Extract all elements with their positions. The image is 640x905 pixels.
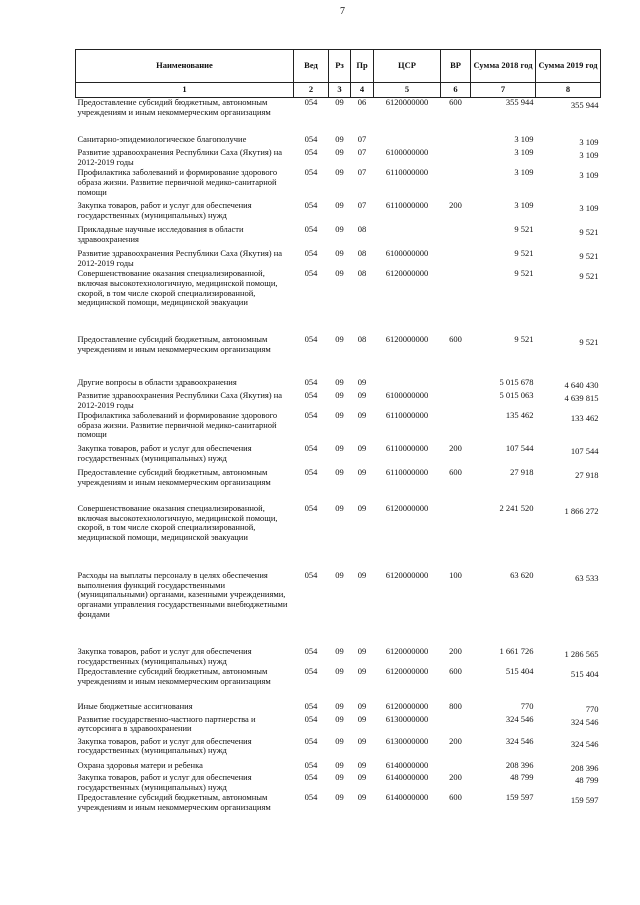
row-pr: 08 <box>357 224 367 235</box>
row-ved: 054 <box>304 96 318 107</box>
row-pr: 09 <box>357 409 367 420</box>
row-pr: 09 <box>357 792 367 803</box>
column-number: 7 <box>471 83 536 98</box>
table-row <box>76 378 601 391</box>
row-vr <box>441 411 471 444</box>
row-pr: 06 <box>357 96 367 107</box>
row-rz: 09 <box>335 502 344 513</box>
row-pr: 09 <box>357 466 367 477</box>
row-vr <box>441 504 471 571</box>
row-sum-2018: 63 620 <box>510 569 534 580</box>
row-ved: 054 <box>304 735 318 746</box>
table-row <box>76 335 601 378</box>
row-name: Закупка товаров, работ и услуг для обеспечения государственных (муниципальных) нужд <box>77 772 252 793</box>
row-name: Развитие здравоохранения Республики Саха (Якутия) на 2012-2019 годы <box>77 389 283 410</box>
row-pr: 07 <box>357 200 367 211</box>
table-header-row <box>76 50 601 83</box>
row-sum-2018: 27 918 <box>510 466 534 477</box>
row-csr: 6110000000 <box>385 466 429 477</box>
row-ved: 054 <box>304 700 318 711</box>
row-csr: 6120000000 <box>385 268 429 279</box>
table-row <box>76 715 601 737</box>
row-ved: 054 <box>304 248 318 259</box>
row-name: Охрана здоровья матери и ребенка <box>77 759 203 770</box>
row-sum-2018: 5 015 063 <box>499 389 534 400</box>
row-sum-2019: 4 639 815 <box>564 392 599 403</box>
row-sum-2019: 3 109 <box>579 137 599 148</box>
row-ved: 054 <box>304 442 318 453</box>
row-name: Прикладные научные исследования в области здравоохранения <box>77 224 244 244</box>
row-name: Расходы на выплаты персоналу в целях обеспечения выполнения функций государственными (муниципальными) органами, казенными учреждениями, органами управления государственными внебюджетными фондами <box>77 569 288 619</box>
table-row <box>76 201 601 225</box>
row-name: Закупка товаров, работ и услуг для обеспечения государственных (муниципальных) нужд <box>77 735 252 756</box>
row-sum-2018: 324 546 <box>505 713 534 724</box>
row-sum-2019: 324 546 <box>570 738 599 749</box>
row-name: Санитарно-эпидемиологическое благополучие <box>77 134 247 145</box>
row-pr: 09 <box>357 389 367 400</box>
row-vr: 200 <box>449 772 462 783</box>
row-sum-2019: 159 597 <box>570 795 599 806</box>
row-ved: 054 <box>304 134 318 145</box>
row-sum-2018: 9 521 <box>514 224 534 235</box>
row-name: Другие вопросы в области здравоохранения <box>77 377 237 388</box>
row-sum-2018: 3 109 <box>514 134 534 145</box>
row-sum-2018: 9 521 <box>514 268 534 279</box>
row-sum-2018: 3 109 <box>514 200 534 211</box>
row-sum-2019: 324 546 <box>570 716 599 727</box>
row-vr <box>441 148 471 168</box>
row-vr: 200 <box>449 442 462 453</box>
column-number: 1 <box>76 83 294 98</box>
row-csr: 6130000000 <box>385 735 429 746</box>
row-pr: 09 <box>357 713 367 724</box>
row-csr: 6110000000 <box>385 442 429 453</box>
row-sum-2018: 208 396 <box>505 759 534 770</box>
row-sum-2019: 63 533 <box>575 572 599 583</box>
row-sum-2019: 107 544 <box>570 445 599 456</box>
row-sum-2019: 1 286 565 <box>564 648 599 659</box>
row-sum-2019: 48 799 <box>575 775 599 786</box>
page-number: 7 <box>340 6 345 17</box>
row-ved: 054 <box>304 268 318 279</box>
row-ved: 054 <box>304 645 318 656</box>
header-sum-2018: Сумма 2018 год <box>471 50 536 83</box>
table-row <box>76 702 601 715</box>
row-csr: 6120000000 <box>385 502 429 513</box>
header-rz: Рз <box>329 50 351 83</box>
row-sum-2019: 9 521 <box>579 271 599 282</box>
table-row <box>76 667 601 702</box>
row-ved: 054 <box>304 200 318 211</box>
row-rz: 09 <box>335 665 344 676</box>
row-ved: 054 <box>304 569 318 580</box>
row-ved: 054 <box>304 334 318 345</box>
row-vr: 600 <box>449 792 462 803</box>
column-number: 8 <box>536 83 601 98</box>
row-rz: 09 <box>335 569 344 580</box>
row-sum-2019: 4 640 430 <box>564 380 599 391</box>
row-csr: 6110000000 <box>385 200 429 211</box>
row-name: Предоставление субсидий бюджетным, автономным учреждениям и иным некоммерческим организациям <box>77 466 271 487</box>
row-name: Совершенствование оказания специализированной, включая высокотехнологичную, медицинской помощи, скорой, в том числе скорой специализированной, медицинской помощи, медицинской эвакуации <box>77 268 278 308</box>
row-sum-2018: 9 521 <box>514 248 534 259</box>
row-ved: 054 <box>304 389 318 400</box>
row-pr: 07 <box>357 134 367 145</box>
row-vr: 800 <box>449 700 462 711</box>
row-rz: 09 <box>335 792 344 803</box>
row-name: Закупка товаров, работ и услуг для обеспечения государственных (муниципальных) нужд <box>77 442 252 463</box>
row-vr: 600 <box>449 96 462 107</box>
row-rz: 09 <box>335 389 344 400</box>
row-pr: 08 <box>357 334 367 345</box>
row-vr: 100 <box>449 569 462 580</box>
row-rz: 09 <box>335 147 344 158</box>
row-sum-2019: 515 404 <box>570 668 599 679</box>
row-rz: 09 <box>335 442 344 453</box>
row-sum-2018: 159 597 <box>505 792 534 803</box>
row-name: Развитие здравоохранения Республики Саха (Якутия) на 2012-2019 годы <box>77 248 283 268</box>
row-sum-2018: 770 <box>520 700 534 711</box>
row-sum-2018: 48 799 <box>510 772 534 783</box>
header-vr: ВР <box>441 50 471 83</box>
row-pr: 09 <box>357 645 367 656</box>
header-csr: ЦСР <box>374 50 441 83</box>
row-csr: 6120000000 <box>385 569 429 580</box>
row-ved: 054 <box>304 665 318 676</box>
row-rz: 09 <box>335 200 344 211</box>
row-sum-2018: 3 109 <box>514 147 534 158</box>
row-csr: 6130000000 <box>385 713 429 724</box>
row-name: Закупка товаров, работ и услуг для обеспечения государственных (муниципальных) нужд <box>77 200 252 220</box>
row-vr: 200 <box>449 645 462 656</box>
row-rz: 09 <box>335 96 344 107</box>
row-pr: 09 <box>357 700 367 711</box>
row-vr <box>441 249 471 269</box>
row-pr: 09 <box>357 569 367 580</box>
row-sum-2018: 5 015 678 <box>499 377 534 388</box>
row-sum-2019: 3 109 <box>579 150 599 161</box>
row-sum-2018: 9 521 <box>514 334 534 345</box>
row-rz: 09 <box>335 409 344 420</box>
table-row <box>76 468 601 504</box>
row-vr <box>441 225 471 249</box>
row-ved: 054 <box>304 466 318 477</box>
header-pr: Пр <box>351 50 374 83</box>
row-sum-2018: 3 109 <box>514 167 534 178</box>
row-ved: 054 <box>304 167 318 178</box>
row-sum-2018: 135 462 <box>505 409 534 420</box>
row-name: Профилактика заболеваний и формирование здорового образа жизни. Развитие первичной медико-санитарной помощи <box>77 167 278 197</box>
table-row <box>76 168 601 201</box>
row-vr <box>441 269 471 335</box>
row-rz: 09 <box>335 772 344 783</box>
table-row <box>76 391 601 411</box>
row-pr: 07 <box>357 167 367 178</box>
column-number: 3 <box>329 83 351 98</box>
row-ved: 054 <box>304 409 318 420</box>
row-pr: 09 <box>357 735 367 746</box>
table-body <box>76 97 601 817</box>
row-name: Предоставление субсидий бюджетным, автономным учреждениям и иным некоммерческим организациям <box>77 96 271 117</box>
row-ved: 054 <box>304 772 318 783</box>
row-sum-2019: 208 396 <box>570 762 599 773</box>
row-pr: 08 <box>357 248 367 259</box>
row-ved: 054 <box>304 224 318 235</box>
row-pr: 07 <box>357 147 367 158</box>
table-row <box>76 647 601 667</box>
row-name: Закупка товаров, работ и услуг для обеспечения государственных (муниципальных) нужд <box>77 645 252 666</box>
header-ved: Вед <box>294 50 329 83</box>
row-rz: 09 <box>335 334 344 345</box>
table-row <box>76 249 601 269</box>
table-row <box>76 773 601 793</box>
row-rz: 09 <box>335 248 344 259</box>
row-name: Предоставление субсидий бюджетным, автономным учреждениям и иным некоммерческим организациям <box>77 792 271 813</box>
row-pr: 09 <box>357 665 367 676</box>
row-csr: 6120000000 <box>385 645 429 656</box>
row-ved: 054 <box>304 792 318 803</box>
row-rz: 09 <box>335 466 344 477</box>
header-sum-2019: Сумма 2019 год <box>536 50 601 83</box>
table-row <box>76 571 601 647</box>
row-vr <box>441 715 471 737</box>
row-ved: 054 <box>304 759 318 770</box>
row-csr <box>374 225 441 249</box>
row-name: Иные бюджетные ассигнования <box>77 700 193 711</box>
row-ved: 054 <box>304 502 318 513</box>
row-ved: 054 <box>304 147 318 158</box>
row-rz: 09 <box>335 167 344 178</box>
row-rz: 09 <box>335 645 344 656</box>
row-sum-2019: 9 521 <box>579 337 599 348</box>
row-vr <box>441 378 471 391</box>
row-sum-2018: 2 241 520 <box>499 502 534 513</box>
row-name: Развитие государственно-частного партнерства и аутсорсинга в здравоохранении <box>77 713 256 734</box>
row-sum-2018: 1 661 726 <box>499 645 534 656</box>
row-vr: 600 <box>449 466 462 477</box>
row-rz: 09 <box>335 134 344 145</box>
row-rz: 09 <box>335 713 344 724</box>
row-csr: 6120000000 <box>385 334 429 345</box>
row-sum-2018: 324 546 <box>505 735 534 746</box>
row-sum-2018: 515 404 <box>505 665 534 676</box>
column-number: 2 <box>294 83 329 98</box>
table-row <box>76 225 601 249</box>
row-csr: 6140000000 <box>385 792 429 803</box>
table-row <box>76 504 601 571</box>
column-number: 4 <box>351 83 374 98</box>
row-sum-2019: 770 <box>585 703 599 714</box>
row-pr: 09 <box>357 377 367 388</box>
table-row <box>76 444 601 468</box>
row-vr: 200 <box>449 735 462 746</box>
row-sum-2019: 9 521 <box>579 251 599 262</box>
table-row <box>76 737 601 761</box>
column-number: 6 <box>441 83 471 98</box>
row-rz: 09 <box>335 700 344 711</box>
row-csr: 6100000000 <box>385 389 429 400</box>
row-rz: 09 <box>335 377 344 388</box>
row-pr: 08 <box>357 268 367 279</box>
row-csr: 6100000000 <box>385 147 429 158</box>
row-csr: 6140000000 <box>385 772 429 783</box>
row-name: Развитие здравоохранения Республики Саха (Якутия) на 2012-2019 годы <box>77 147 283 167</box>
row-name: Совершенствование оказания специализированной, включая высокотехнологичную, медицинской помощи, скорой, в том числе скорой специализированной, медицинской помощи, медицинской эвакуации <box>77 502 278 543</box>
column-number: 5 <box>374 83 441 98</box>
table-row <box>76 97 601 135</box>
row-sum-2019: 1 866 272 <box>564 505 599 516</box>
row-rz: 09 <box>335 224 344 235</box>
row-csr: 6120000000 <box>385 96 429 107</box>
row-name: Предоставление субсидий бюджетным, автономным учреждениям и иным некоммерческим организациям <box>77 665 271 686</box>
row-vr: 200 <box>449 200 462 211</box>
row-vr <box>441 168 471 201</box>
row-vr: 600 <box>449 665 462 676</box>
table-row <box>76 793 601 817</box>
row-csr: 6140000000 <box>385 759 429 770</box>
row-sum-2019: 9 521 <box>579 227 599 238</box>
row-pr: 09 <box>357 502 367 513</box>
table-row <box>76 411 601 444</box>
row-name: Профилактика заболеваний и формирование здорового образа жизни. Развитие первичной медико-санитарной помощи <box>77 409 278 440</box>
row-pr: 09 <box>357 759 367 770</box>
row-ved: 054 <box>304 713 318 724</box>
column-number-row <box>76 83 601 98</box>
row-rz: 09 <box>335 735 344 746</box>
table-row <box>76 269 601 335</box>
row-csr: 6110000000 <box>385 167 429 178</box>
row-sum-2019: 3 109 <box>579 170 599 181</box>
row-csr: 6110000000 <box>385 409 429 420</box>
row-csr: 6120000000 <box>385 700 429 711</box>
row-sum-2019: 355 944 <box>570 99 599 110</box>
row-sum-2018: 355 944 <box>505 96 534 107</box>
row-rz: 09 <box>335 268 344 279</box>
row-csr: 6100000000 <box>385 248 429 259</box>
row-csr <box>374 378 441 391</box>
budget-table <box>75 49 601 817</box>
row-pr: 09 <box>357 442 367 453</box>
row-pr: 09 <box>357 772 367 783</box>
row-sum-2019: 27 918 <box>575 469 599 480</box>
row-vr <box>441 391 471 411</box>
table-row <box>76 148 601 168</box>
row-rz: 09 <box>335 759 344 770</box>
row-csr: 6120000000 <box>385 665 429 676</box>
header-name: Наименование <box>76 50 294 83</box>
row-ved: 054 <box>304 377 318 388</box>
row-sum-2018: 107 544 <box>505 442 534 453</box>
row-sum-2019: 3 109 <box>579 203 599 214</box>
row-vr: 600 <box>449 334 462 345</box>
row-name: Предоставление субсидий бюджетным, автономным учреждениям и иным некоммерческим организациям <box>77 334 271 354</box>
row-vr <box>441 135 471 148</box>
row-sum-2019: 133 462 <box>570 412 599 423</box>
